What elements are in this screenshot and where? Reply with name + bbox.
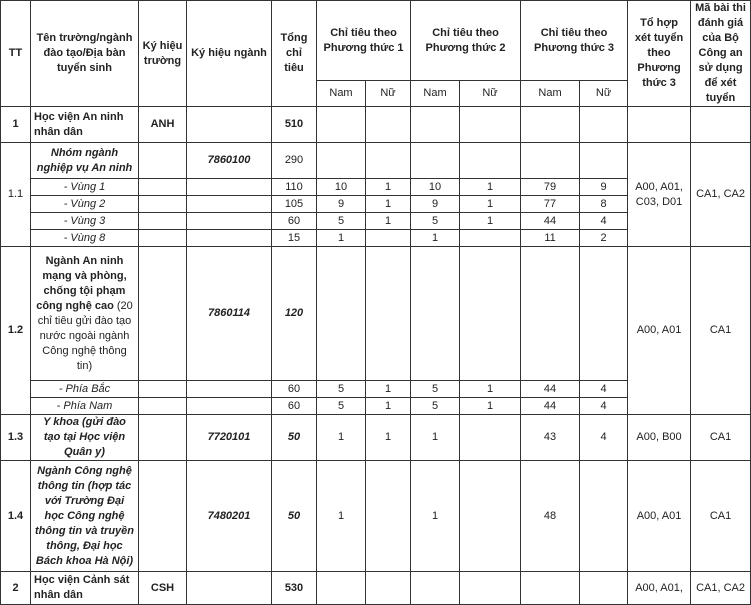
cell-total: 50 [272,415,317,461]
cell-tt: 2 [1,572,31,605]
cell-m3-male: 44 [521,381,580,398]
col-header-male: Nam [521,81,580,107]
cell-m1-female: 1 [366,381,411,398]
cell-m2-male: 5 [411,213,460,230]
cell-name: - Phía Bắc [31,381,139,398]
cell-subject-combo: A00, A01 [628,461,691,572]
cell-m3-female: 9 [580,179,628,196]
cell-m1-male: 10 [317,179,366,196]
cell-empty [187,196,272,213]
cell-major-code [187,572,272,605]
cell-empty [366,461,411,572]
cell-exam-code: CA1 [691,415,751,461]
cell-empty [521,143,580,179]
cell-m1-male: 5 [317,381,366,398]
col-header-tt: TT [1,1,31,107]
cell-name: - Vùng 2 [31,196,139,213]
cell-tt: 1.4 [1,461,31,572]
cell-m2-female: 1 [460,213,521,230]
cell-name: Nhóm ngành nghiệp vụ An ninh [31,143,139,179]
cell-tt: 1 [1,107,31,143]
cell-school-code [139,461,187,572]
cell-empty [521,572,580,605]
cell-empty [366,230,411,247]
cell-m1-male: 5 [317,398,366,415]
cell-empty [580,572,628,605]
cell-tt: 1.2 [1,247,31,415]
cell-tt: 1.1 [1,143,31,247]
col-header-female: Nữ [366,81,411,107]
col-header-subject-combo: Tổ hợp xét tuyển theo Phương thức 3 [628,1,691,107]
cell-exam-code: CA1 [691,461,751,572]
cell-school-code [139,415,187,461]
cell-major-code: 7860100 [187,143,272,179]
cell-name: - Vùng 1 [31,179,139,196]
cell-empty [580,247,628,381]
cell-name: Học viện Cảnh sát nhân dân [31,572,139,605]
cell-m3-female: 4 [580,381,628,398]
cell-total: 530 [272,572,317,605]
cell-m2-male: 5 [411,398,460,415]
cell-total: 105 [272,196,317,213]
cell-m2-female: 1 [460,179,521,196]
col-header-major-code: Ký hiệu ngành [187,1,272,107]
cell-total: 120 [272,247,317,381]
cell-empty [139,381,187,398]
cell-m2-female: 1 [460,398,521,415]
cell-name: Học viện An ninh nhân dân [31,107,139,143]
col-header-school-code: Ký hiệu trường [139,1,187,107]
col-header-method-1: Chỉ tiêu theo Phương thức 1 [317,1,411,81]
cell-major-code [187,107,272,143]
col-header-method-2: Chỉ tiêu theo Phương thức 2 [411,1,521,81]
cell-total: 60 [272,213,317,230]
cell-total: 290 [272,143,317,179]
table-row [1,107,751,143]
cell-m3-female: 8 [580,196,628,213]
header-row [1,1,751,81]
cell-empty [521,247,580,381]
cell-empty [139,179,187,196]
cell-total: 15 [272,230,317,247]
col-header-female: Nữ [580,81,628,107]
cell-name: Ngành Công nghệ thông tin (hợp tác với Trường Đại học Công nghệ thông tin và truyền thông, Đại học Bách khoa Hà Nội) [31,461,139,572]
cell-m1-male: 1 [317,230,366,247]
cell-m1-female: 1 [366,398,411,415]
cell-exam-code: CA1, CA2 [691,572,751,605]
cell-m1-female: 1 [366,179,411,196]
cell-exam-code: CA1 [691,247,751,415]
table-row [1,461,751,572]
cell-total: 110 [272,179,317,196]
cell-name: - Vùng 3 [31,213,139,230]
cell-m1-female: 1 [366,415,411,461]
cell-m3-female: 2 [580,230,628,247]
cell-empty [366,572,411,605]
cell-empty [317,107,366,143]
cell-m2-male: 1 [411,230,460,247]
table-row [1,415,751,461]
cell-m1-male: 5 [317,213,366,230]
cell-m2-male: 5 [411,381,460,398]
cell-school-code [139,143,187,179]
col-header-female: Nữ [460,81,521,107]
cell-tt: 1.3 [1,415,31,461]
cell-subject-combo: A00, A01, [628,572,691,605]
cell-empty [691,107,751,143]
cell-m3-male: 44 [521,213,580,230]
cell-empty [460,415,521,461]
cell-m3-male: 77 [521,196,580,213]
cell-m3-female: 4 [580,415,628,461]
cell-m3-male: 44 [521,398,580,415]
col-header-total: Tổng chỉ tiêu [272,1,317,107]
cell-empty [411,107,460,143]
cell-m2-male: 1 [411,415,460,461]
major-name: Ngành An ninh mạng và phòng, chống tội phạm công nghệ cao [36,254,127,312]
cell-m2-male: 1 [411,461,460,572]
cell-school-code: CSH [139,572,187,605]
cell-empty [366,107,411,143]
cell-empty [460,247,521,381]
cell-m2-male: 9 [411,196,460,213]
cell-empty [460,230,521,247]
cell-m1-male: 9 [317,196,366,213]
cell-m3-male: 11 [521,230,580,247]
cell-school-code: ANH [139,107,187,143]
cell-total: 60 [272,398,317,415]
cell-name: Y khoa (gửi đào tạo tại Học viện Quân y) [31,415,139,461]
cell-empty [187,398,272,415]
cell-name [31,247,139,381]
table-row [1,247,751,381]
cell-m3-male: 43 [521,415,580,461]
cell-empty [580,107,628,143]
cell-subject-combo: A00, A01 [628,247,691,415]
cell-m1-male: 1 [317,415,366,461]
cell-total: 60 [272,381,317,398]
cell-empty [187,213,272,230]
cell-empty [139,398,187,415]
cell-major-code: 7480201 [187,461,272,572]
cell-m2-female: 1 [460,381,521,398]
cell-empty [628,107,691,143]
cell-empty [580,143,628,179]
col-header-male: Nam [411,81,460,107]
cell-name: - Phía Nam [31,398,139,415]
cell-exam-code: CA1, CA2 [691,143,751,247]
col-header-name: Tên trường/ngành đào tạo/Địa bàn tuyển sinh [31,1,139,107]
cell-empty [411,572,460,605]
cell-empty [317,247,366,381]
col-header-exam-code: Mã bài thi đánh giá của Bộ Công an sử dụng để xét tuyển [691,1,751,107]
cell-subject-combo: A00, B00 [628,415,691,461]
cell-empty [460,143,521,179]
cell-empty [521,107,580,143]
cell-empty [317,143,366,179]
cell-m3-female: 4 [580,213,628,230]
cell-empty [187,381,272,398]
cell-empty [139,196,187,213]
cell-subject-combo: A00, A01, C03, D01 [628,143,691,247]
table-row [1,143,751,179]
cell-m2-male: 10 [411,179,460,196]
cell-m1-female: 1 [366,213,411,230]
cell-m3-male: 48 [521,461,580,572]
cell-empty [460,107,521,143]
cell-m1-male: 1 [317,461,366,572]
cell-empty [460,572,521,605]
cell-empty [411,143,460,179]
cell-empty [187,179,272,196]
cell-major-code: 7860114 [187,247,272,381]
cell-total: 50 [272,461,317,572]
cell-empty [411,247,460,381]
cell-m2-female: 1 [460,196,521,213]
cell-total: 510 [272,107,317,143]
cell-m3-female: 4 [580,398,628,415]
cell-empty [139,230,187,247]
cell-empty [366,247,411,381]
cell-empty [366,143,411,179]
major-note: (20 chỉ tiêu gửi đào tạo nước ngoài ngành Công nghệ thông tin) [37,299,133,372]
cell-empty [460,461,521,572]
cell-school-code [139,247,187,381]
cell-empty [139,213,187,230]
table-row [1,572,751,605]
col-header-method-3: Chỉ tiêu theo Phương thức 3 [521,1,628,81]
cell-name: - Vùng 8 [31,230,139,247]
cell-empty [187,230,272,247]
cell-empty [580,461,628,572]
cell-major-code: 7720101 [187,415,272,461]
col-header-male: Nam [317,81,366,107]
cell-m1-female: 1 [366,196,411,213]
cell-m3-male: 79 [521,179,580,196]
cell-empty [317,572,366,605]
